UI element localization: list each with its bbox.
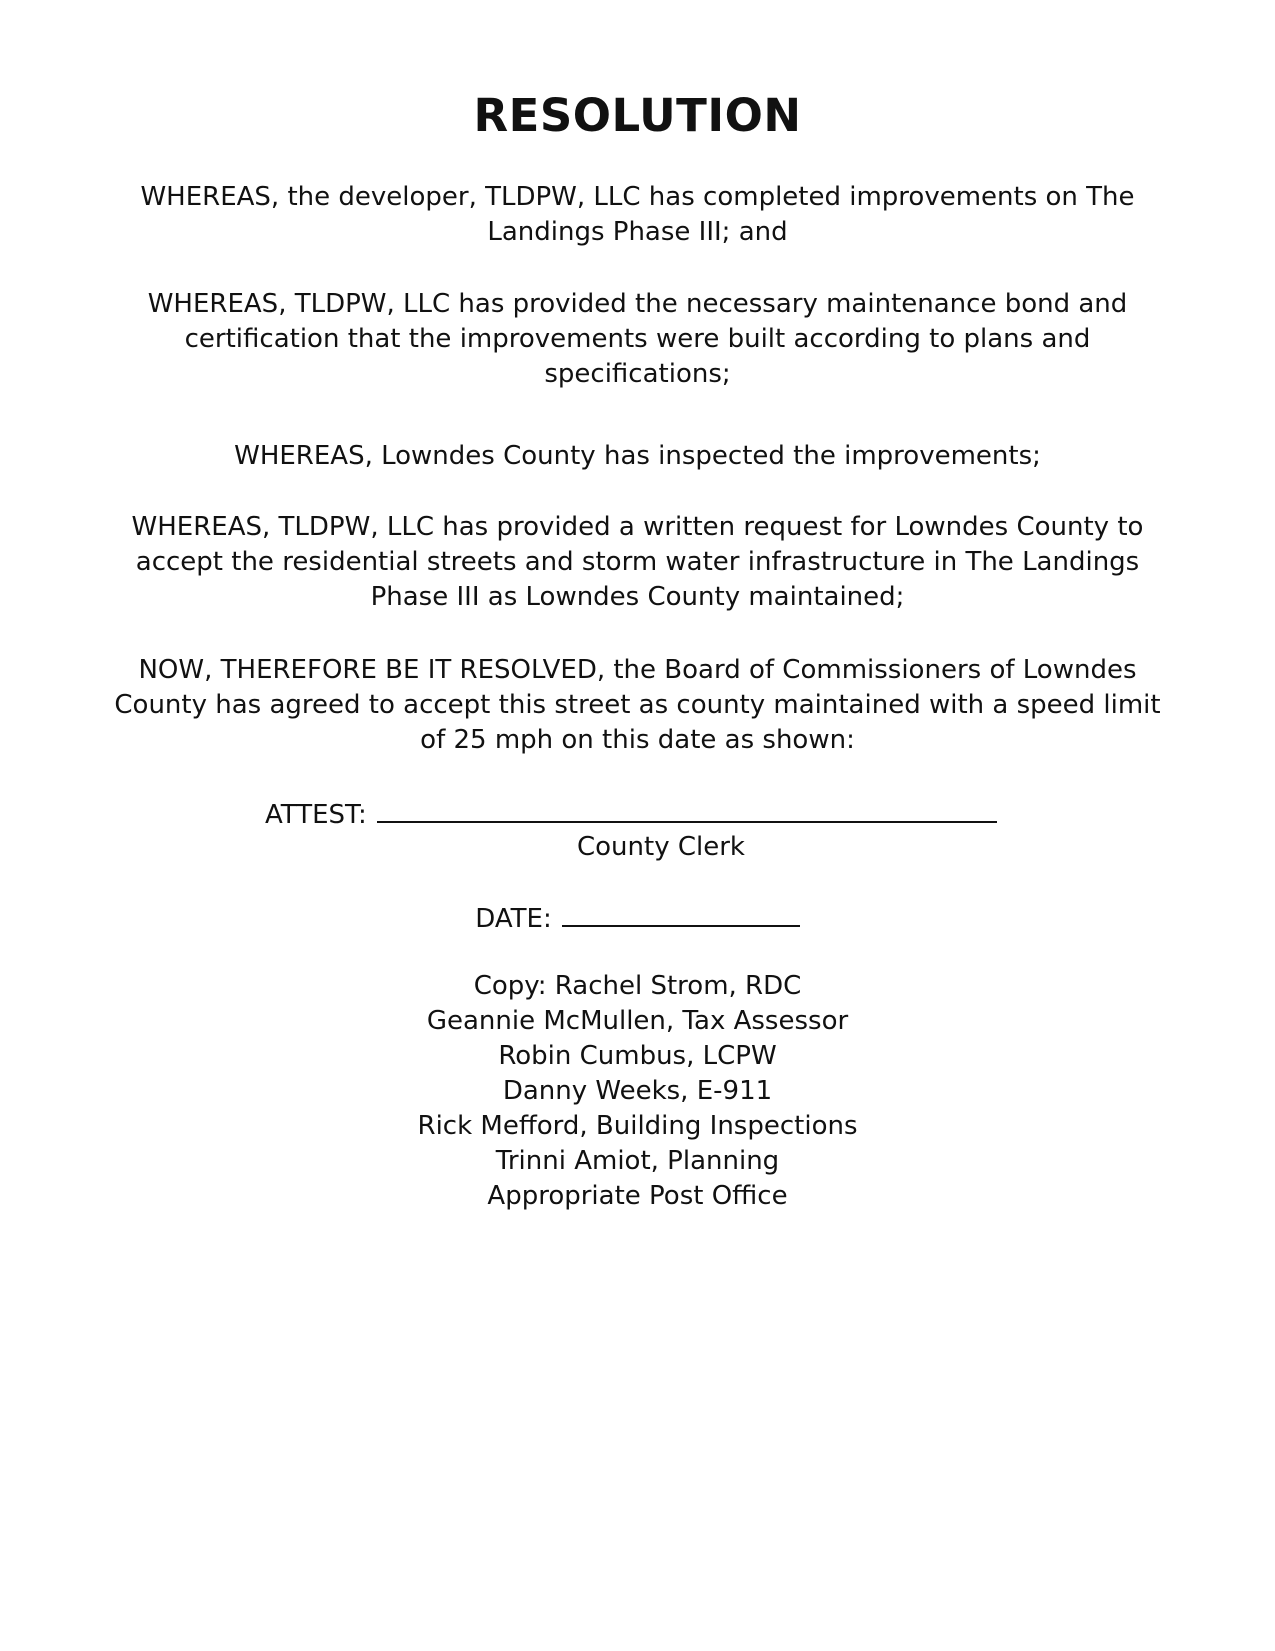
date-row bbox=[0, 899, 1275, 937]
attest-label: ATTEST: bbox=[265, 800, 367, 830]
date-signature-line bbox=[562, 899, 800, 927]
copy-list-item: Geannie McMullen, Tax Assessor bbox=[426, 1006, 849, 1036]
document-title: RESOLUTION bbox=[473, 89, 802, 142]
copy-list-item: Rick Mefford, Building Inspections bbox=[417, 1111, 858, 1141]
whereas-paragraph-2: WHEREAS, TLDPW, LLC has provided the necessary maintenance bond and certification that the improvements were built according to plans and specifications; bbox=[147, 289, 1128, 389]
whereas-paragraph-1: WHEREAS, the developer, TLDPW, LLC has completed improvements on The Landings Phase III; and bbox=[140, 182, 1135, 247]
copy-list-item: Robin Cumbus, LCPW bbox=[498, 1041, 777, 1071]
whereas-paragraph-4: WHEREAS, TLDPW, LLC has provided a written request for Lowndes County to accept the residential streets and storm water infrastructure in The Landings Phase III as Lowndes County maintained; bbox=[131, 512, 1144, 612]
attest-row bbox=[265, 795, 997, 833]
copy-list-item: Danny Weeks, E-911 bbox=[502, 1076, 773, 1106]
resolved-paragraph: NOW, THEREFORE BE IT RESOLVED, the Board of Commissioners of Lowndes County has agreed to accept this street as county maintained with a speed limit of 25 mph on this date as shown: bbox=[114, 655, 1161, 755]
attest-signature-line bbox=[377, 795, 997, 823]
whereas-paragraph-3: WHEREAS, Lowndes County has inspected the improvements; bbox=[234, 441, 1041, 471]
copy-list-item: Trinni Amiot, Planning bbox=[495, 1146, 780, 1176]
copy-list-item: Copy: Rachel Strom, RDC bbox=[473, 971, 802, 1001]
date-label: DATE: bbox=[475, 904, 552, 934]
copy-list-item: Appropriate Post Office bbox=[487, 1181, 788, 1211]
county-clerk-label: County Clerk bbox=[577, 832, 745, 862]
copy-list bbox=[0, 969, 1275, 1214]
